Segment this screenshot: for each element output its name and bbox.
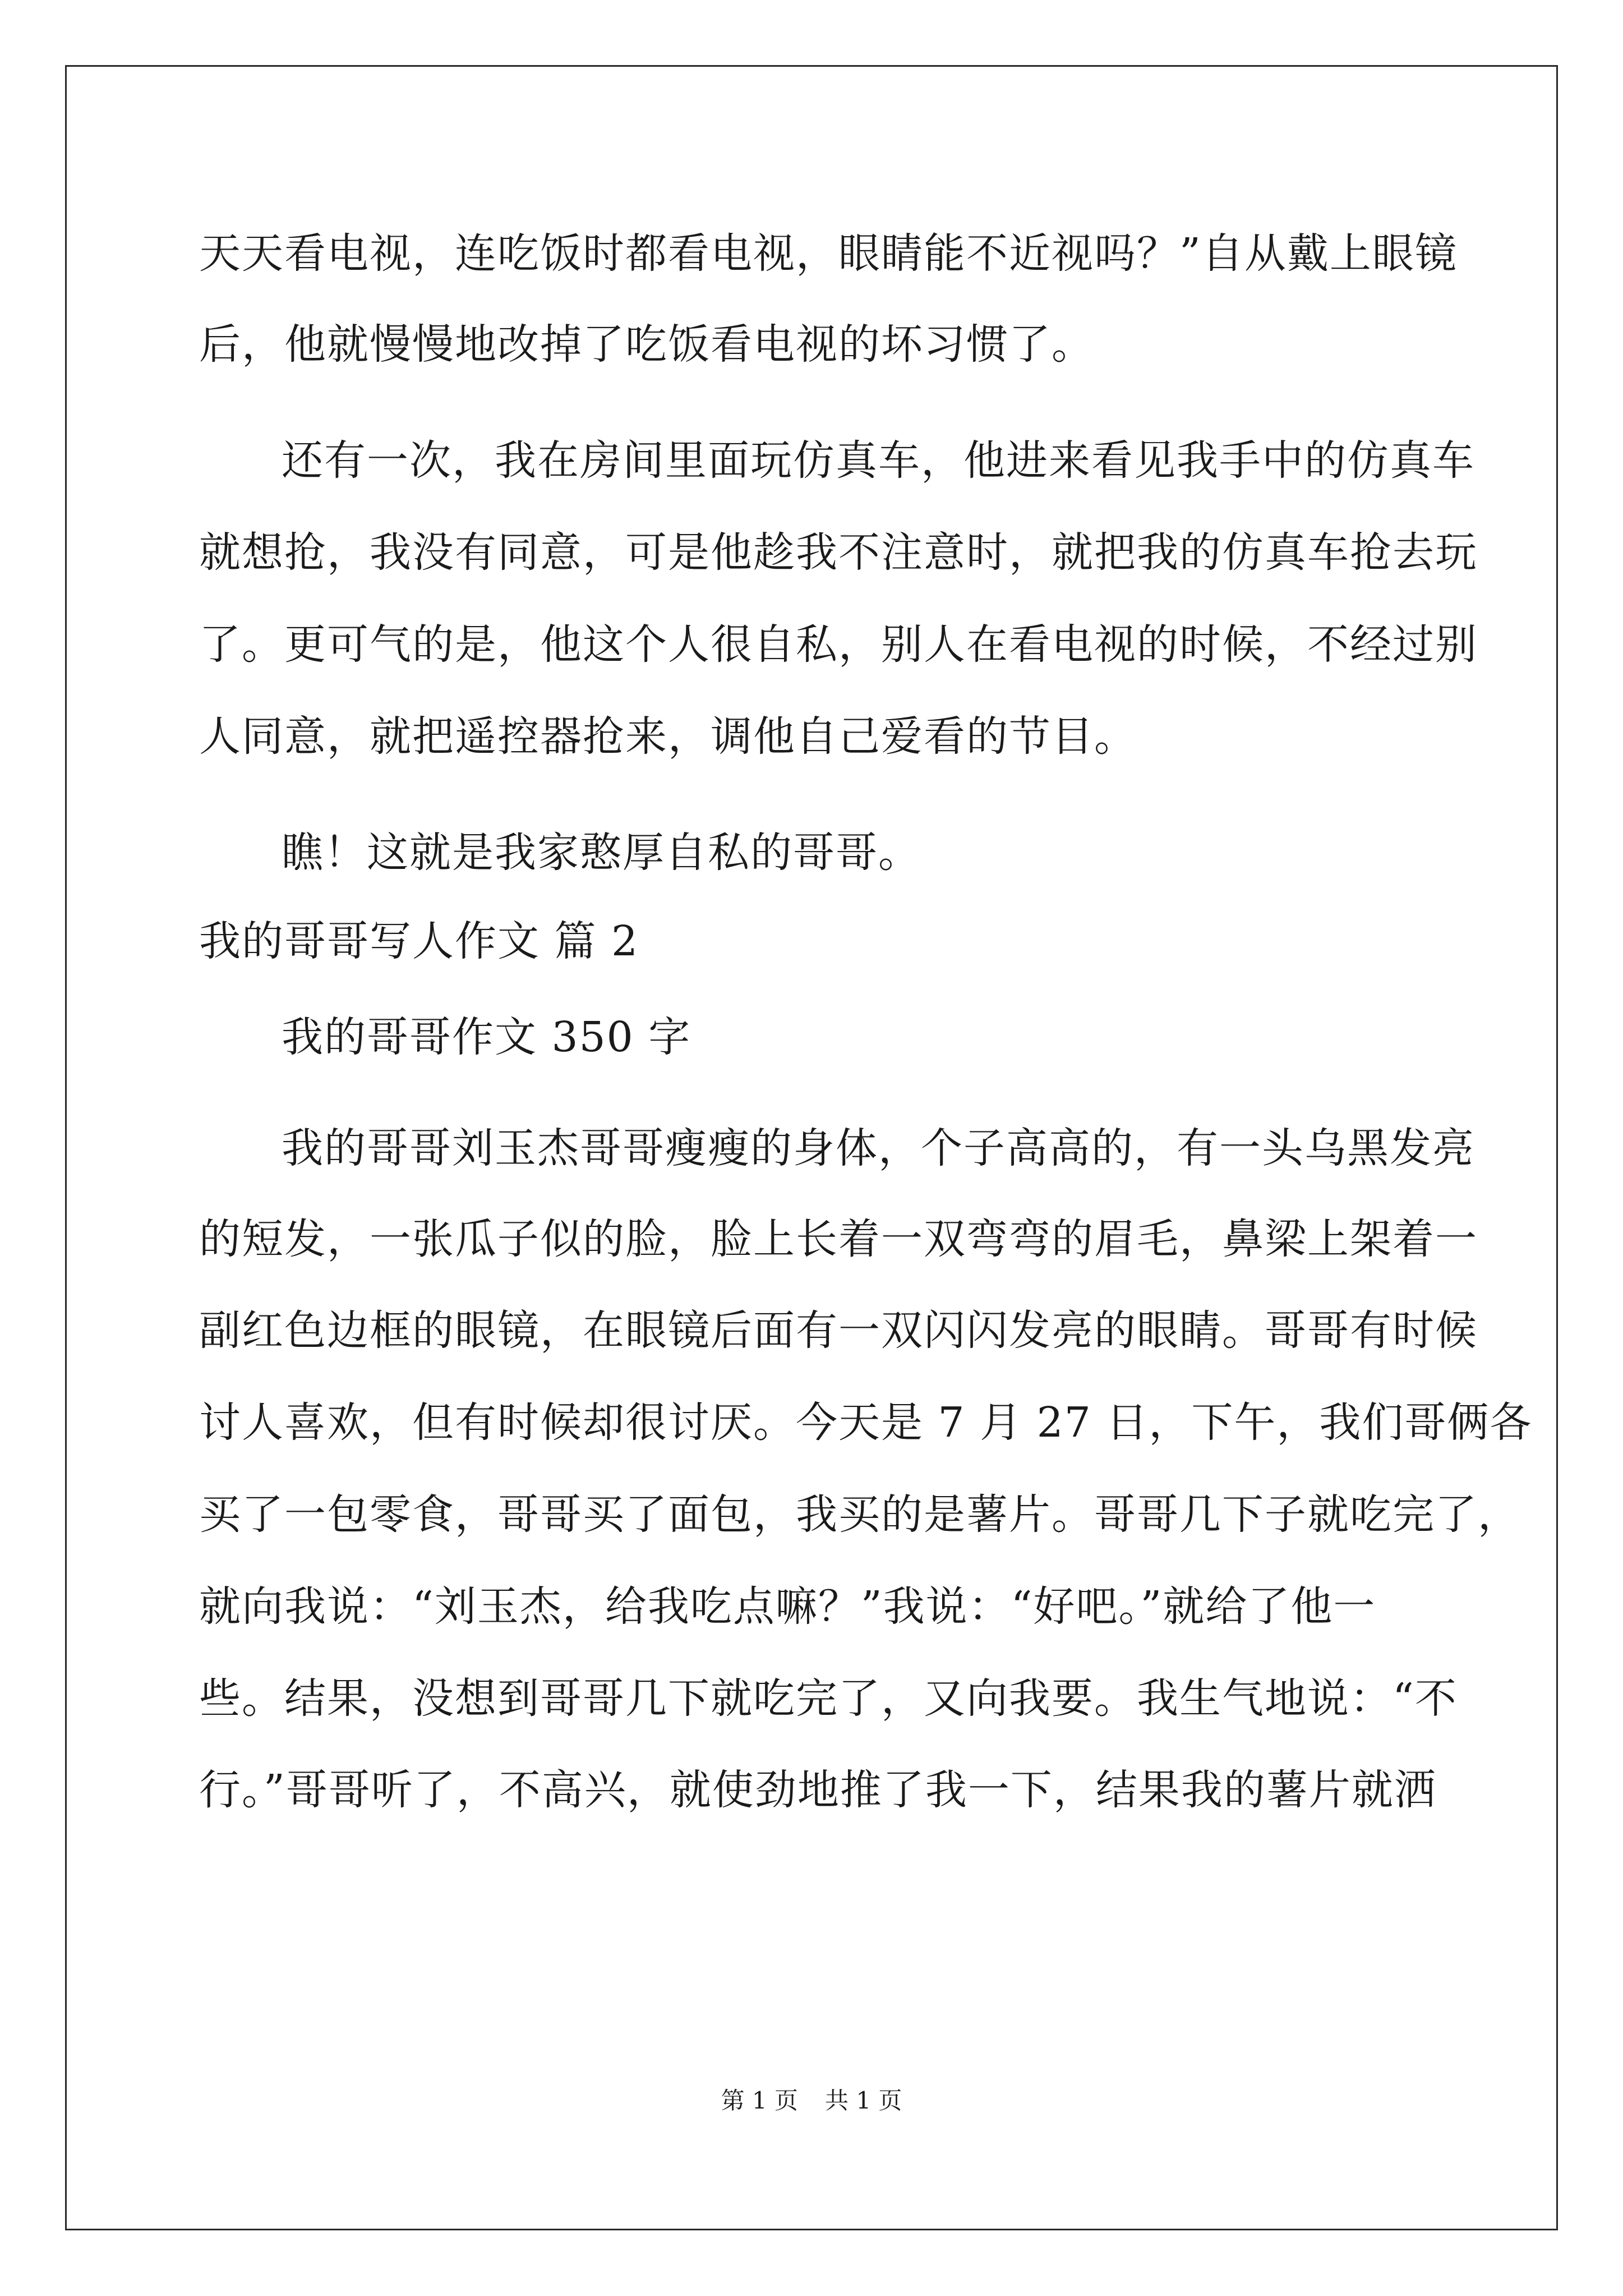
text-line: 就向我说：“刘玉杰，给我吃点嘛？”我说：“好吧。”就给了他一 <box>199 1582 1376 1631</box>
text-line: 天天看电视，连吃饭时都看电视，眼睛能不近视吗？”自从戴上眼镜 <box>199 229 1458 278</box>
text-line: 瞧！这就是我家憨厚自私的哥哥。 <box>282 829 921 877</box>
text-line: 就想抢，我没有同意，可是他趁我不注意时，就把我的仿真车抢去玩 <box>199 528 1478 577</box>
section-heading: 我的哥哥写人作文 篇 2 <box>199 917 639 965</box>
text-line: 副红色边框的眼镜，在眼镜后面有一双闪闪发亮的眼睛。哥哥有时候 <box>199 1306 1478 1355</box>
page-footer <box>0 2084 1623 2118</box>
page-number: 第 1 页 <box>721 2087 798 2114</box>
text-line: 了。更可气的是，他这个人很自私，别人在看电视的时候，不经过别 <box>199 620 1478 669</box>
text-line: 些。结果，没想到哥哥几下就吃完了，又向我要。我生气地说：“不 <box>199 1674 1458 1723</box>
text-line: 讨人喜欢，但有时候却很讨厌。今天是 7 月 27 日，下午，我们哥俩各 <box>199 1398 1533 1447</box>
text-line: 人同意，就把遥控器抢来，调他自己爱看的节目。 <box>199 712 1137 761</box>
text-line: 还有一次，我在房间里面玩仿真车，他进来看见我手中的仿真车 <box>282 436 1475 485</box>
page-total: 共 1 页 <box>825 2087 902 2114</box>
text-line: 买了一包零食，哥哥买了面包，我买的是薯片。哥哥几下子就吃完了， <box>199 1490 1520 1539</box>
text-line: 我的哥哥刘玉杰哥哥瘦瘦的身体，个子高高的，有一头乌黑发亮 <box>282 1124 1475 1172</box>
essay-title: 我的哥哥作文 350 字 <box>282 1013 691 1061</box>
text-line: 行。”哥哥听了，不高兴，就使劲地推了我一下，结果我的薯片就洒 <box>199 1766 1437 1814</box>
text-line: 后，他就慢慢地改掉了吃饭看电视的坏习惯了。 <box>199 320 1094 369</box>
text-line: 的短发，一张瓜子似的脸，脸上长着一双弯弯的眉毛，鼻梁上架着一 <box>199 1215 1478 1263</box>
